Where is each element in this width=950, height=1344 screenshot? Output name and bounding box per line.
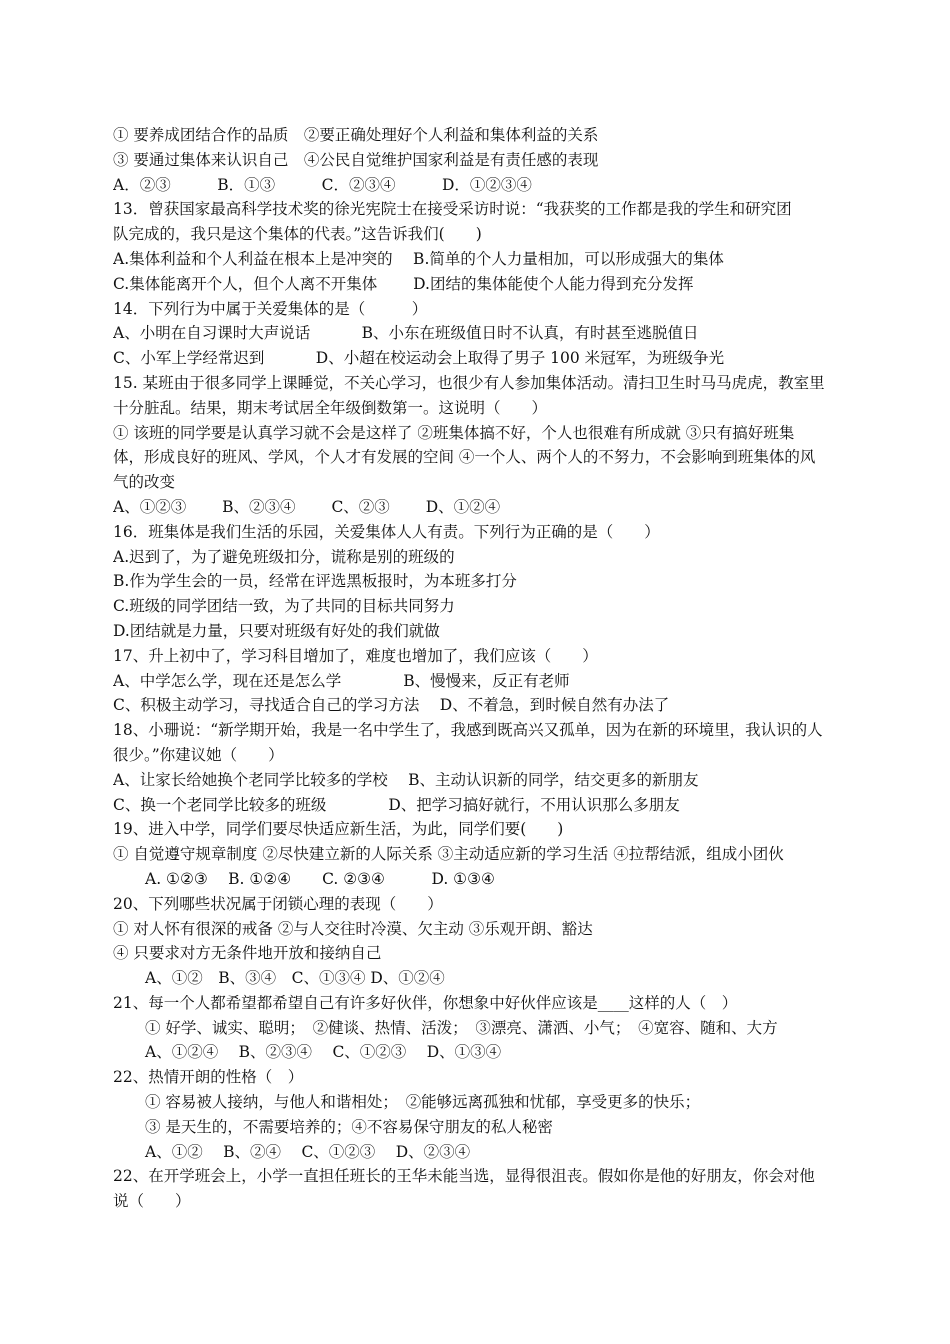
text-line: 队完成的，我只是这个集体的代表。”这告诉我们( ) bbox=[113, 225, 482, 244]
text-line: ① 对人怀有很深的戒备 ②与人交往时冷漠、欠主动 ③乐观开朗、豁达 bbox=[113, 919, 593, 938]
text-line: 18、小珊说：“新学期开始，我是一名中学生了，我感到既高兴又孤单，因为在新的环境里，我认识的人 bbox=[113, 721, 823, 740]
text-line: 21、每一个人都希望都希望自己有许多好伙伴，你想象中好伙伴应该是____这样的人（ ） bbox=[113, 993, 738, 1012]
text-line: 体，形成良好的班风、学风，个人才有发展的空间 ④一个人、两个人的不努力，不会影响到班集体的风 bbox=[113, 448, 816, 467]
text-line: 20、下列哪些状况属于闭锁心理的表现（ ） bbox=[113, 894, 443, 913]
text-line: 22、热情开朗的性格（ ） bbox=[113, 1068, 304, 1087]
text-line: ③ 是天生的，不需要培养的；④不容易保守朋友的私人秘密 bbox=[145, 1117, 553, 1136]
text-line: A、①②④ B、②③④ C、①②③ D、①③④ bbox=[145, 1043, 502, 1062]
text-line: A.迟到了，为了避免班级扣分，谎称是别的班级的 bbox=[113, 547, 455, 566]
text-line: A. ①②③ B. ①②④ C. ②③④ D. ①③④ bbox=[145, 869, 495, 888]
text-line: 22、在开学班会上，小学一直担任班长的王华未能当选，显得很沮丧。假如你是他的好朋友，你会对他 bbox=[113, 1167, 815, 1186]
text-line: A．②③ B．①③ C．②③④ D．①②③④ bbox=[113, 175, 532, 194]
text-line: C、积极主动学习，寻找适合自己的学习方法 D、不着急，到时候自然有办法了 bbox=[113, 696, 670, 715]
text-line: 很少。”你建议她（ ） bbox=[113, 745, 284, 764]
text-line: ④ 只要求对方无条件地开放和接纳自己 bbox=[113, 944, 382, 963]
text-line: A、中学怎么学，现在还是怎么学 B、慢慢来，反正有老师 bbox=[113, 671, 570, 690]
text-line: B.作为学生会的一员，经常在评选黑板报时，为本班多打分 bbox=[113, 572, 517, 591]
text-line: ① 该班的同学要是认真学习就不会是这样了 ②班集体搞不好，个人也很难有所成就 ③只有搞好班集 bbox=[113, 423, 795, 442]
text-line: C.班级的同学团结一致，为了共同的目标共同努力 bbox=[113, 597, 455, 616]
text-line: A、①② B、③④ C、①③④ D、①②④ bbox=[145, 969, 445, 988]
text-line: C.集体能离开个人，但个人离不开集体 D.团结的集体能使个人能力得到充分发挥 bbox=[113, 274, 694, 293]
text-line: 17、升上初中了，学习科目增加了，难度也增加了，我们应该（ ） bbox=[113, 646, 598, 665]
text-line: 16．班集体是我们生活的乐园，关爱集体人人有责。下列行为正确的是（ ） bbox=[113, 522, 660, 541]
exam-questions bbox=[113, 123, 858, 1214]
text-line: A、①② B、②④ C、①②③ D、②③④ bbox=[145, 1142, 471, 1161]
text-line: ① 好学、诚实、聪明； ②健谈、热情、活泼； ③漂亮、潇洒、小气； ④宽容、随和、大方 bbox=[145, 1018, 778, 1037]
text-line: 15. 某班由于很多同学上课睡觉，不关心学习，也很少有人参加集体活动。清扫卫生时马马虎虎，教室里 bbox=[113, 373, 825, 392]
text-line: A、①②③ B、②③④ C、②③ D、①②④ bbox=[113, 497, 501, 516]
text-line: D.团结就是力量，只要对班级有好处的我们就做 bbox=[113, 621, 440, 640]
text-line: 13．曾获国家最高科学技术奖的徐光宪院士在接受采访时说：“我获奖的工作都是我的学生和研究团 bbox=[113, 200, 792, 219]
text-line: A.集体利益和个人利益在根本上是冲突的 B.简单的个人力量相加，可以形成强大的集体 bbox=[113, 249, 724, 268]
text-line: C、小军上学经常迟到 D、小超在校运动会上取得了男子 100 米冠军，为班级争光 bbox=[113, 349, 725, 368]
text-line: 19、进入中学，同学们要尽快适应新生活，为此，同学们要( ) bbox=[113, 820, 564, 839]
text-line: ① 容易被人接纳，与他人和谐相处； ②能够远离孤独和忧郁，享受更多的快乐； bbox=[145, 1093, 701, 1112]
text-line: 说（ ） bbox=[113, 1192, 191, 1211]
text-line: A、让家长给她换个老同学比较多的学校 B、主动认识新的同学，结交更多的新朋友 bbox=[113, 770, 699, 789]
text-line: ① 要养成团结合作的品质 ②要正确处理好个人利益和集体利益的关系 bbox=[113, 126, 599, 144]
text-line: 14．下列行为中属于关爱集体的是（ ） bbox=[113, 299, 428, 318]
text-line: 十分脏乱。结果，期末考试居全年级倒数第一。这说明（ ） bbox=[113, 398, 548, 417]
text-line: 气的改变 bbox=[113, 473, 176, 492]
text-line: A、小明在自习课时大声说话 B、小东在班级值日时不认真，有时甚至逃脱值日 bbox=[113, 324, 699, 343]
text-line: ① 自觉遵守规章制度 ②尽快建立新的人际关系 ③主动适应新的学习生活 ④拉帮结派，组成小团伙 bbox=[113, 845, 784, 864]
text-line: C、换一个老同学比较多的班级 D、把学习搞好就行，不用认识那么多朋友 bbox=[113, 795, 680, 814]
text-line: ③ 要通过集体来认识自己 ④公民自觉维护国家利益是有责任感的表现 bbox=[113, 150, 599, 169]
